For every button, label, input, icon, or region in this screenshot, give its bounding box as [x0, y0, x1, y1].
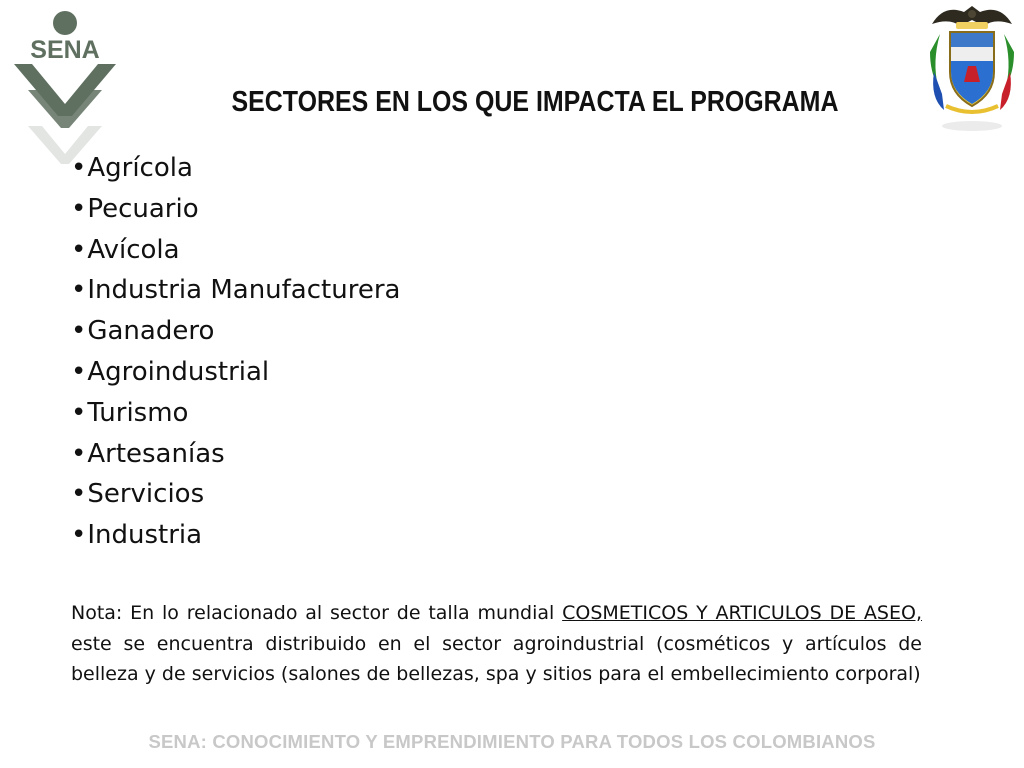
page-title: SECTORES EN LOS QUE IMPACTA EL PROGRAMA — [231, 86, 839, 118]
list-item: • Industria — [71, 515, 400, 556]
sena-logo — [6, 4, 124, 164]
note-underlined: COSMETICOS Y ARTICULOS DE ASEO, — [562, 602, 922, 624]
list-item: • Servicios — [71, 474, 400, 515]
list-item: • Artesanías — [71, 434, 400, 475]
note-prefix: Nota: En lo relacionado al sector de talla mundial — [71, 602, 563, 624]
list-item: • Industria Manufacturera — [71, 270, 400, 311]
coat-of-arms-icon — [924, 2, 1020, 134]
note-paragraph — [71, 598, 922, 690]
sector-list — [71, 148, 400, 556]
list-item: • Ganadero — [71, 311, 400, 352]
footer-slogan: SENA: CONOCIMIENTO Y EMPRENDIMIENTO PARA TODOS LOS COLOMBIANOS — [148, 731, 876, 752]
list-item: • Agrícola — [71, 148, 400, 189]
sena-logo-text: SENA — [30, 36, 100, 64]
list-item: • Turismo — [71, 393, 400, 434]
list-item: • Agroindustrial — [71, 352, 400, 393]
list-item: • Avícola — [71, 230, 400, 271]
list-item: • Pecuario — [71, 189, 400, 230]
note-suffix: este se encuentra distribuido en el sector agroindustrial (cosméticos y artículos de belleza y de servicios (salones de bellezas, spa y sitios para el embellecimiento corporal) — [71, 632, 922, 685]
